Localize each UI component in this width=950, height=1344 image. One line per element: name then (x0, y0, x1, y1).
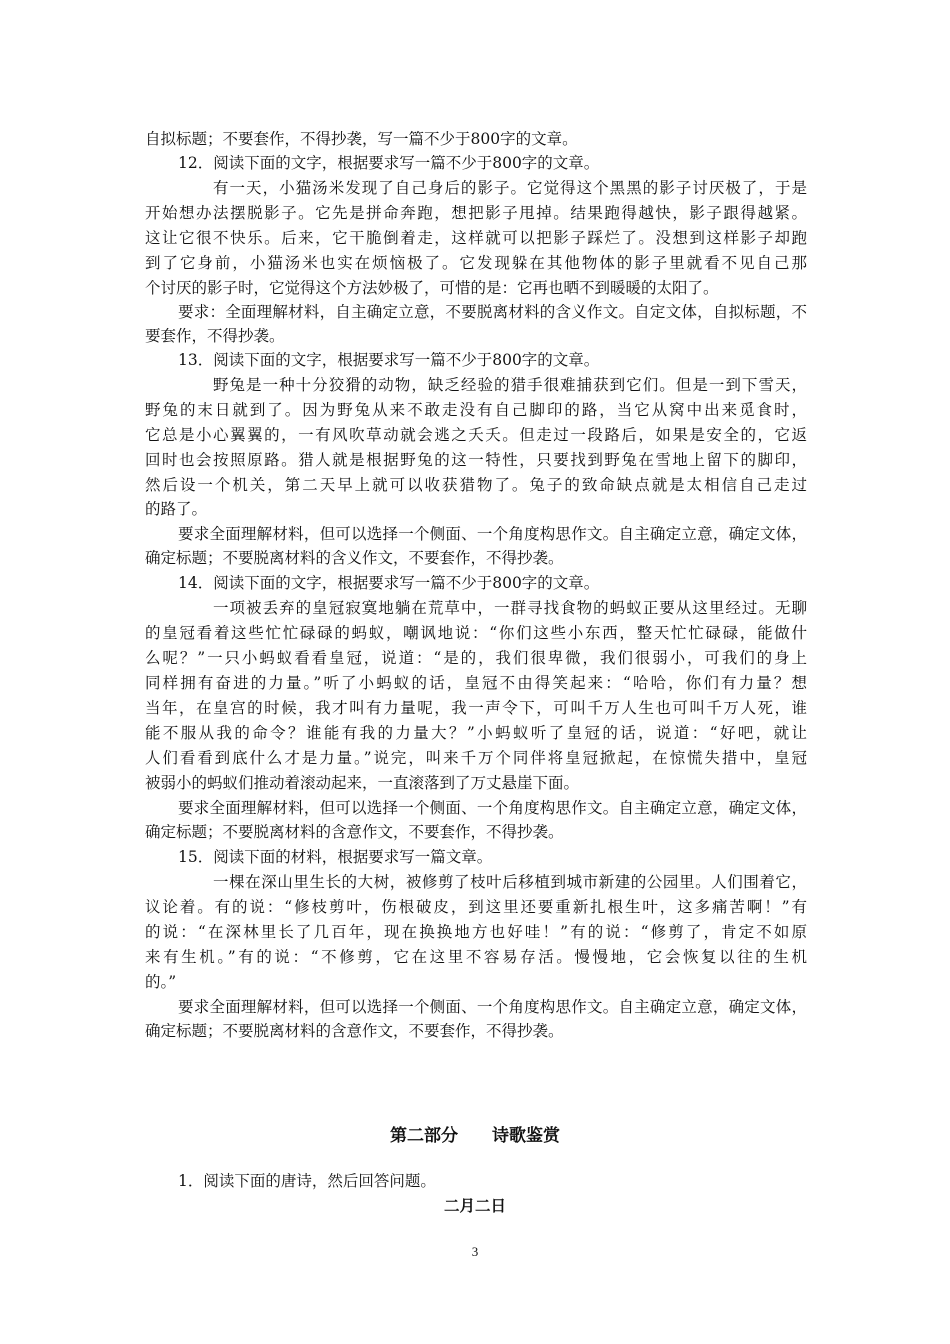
text-line: 确定标题；不要脱离材料的含意作文，不要套作，不得抄袭。 (145, 823, 564, 841)
requirement-line: 要求全面理解材料，但可以选择一个侧面、一个角度构思作文。自主确定立意，确定文体， (178, 799, 807, 817)
text-line: 这让它很不快乐。后来，它干脆倒着走，这样就可以把影子踩烂了。没想到这样影子却跑 (145, 229, 807, 247)
requirement-line: 要求：全面理解材料，自主确定立意，不要脱离材料的含义作文。自定文体，自拟标题，不 (178, 303, 807, 321)
question-14-prompt: 14．阅读下面的文字，根据要求写一篇不少于800字的文章。 (178, 574, 600, 592)
text-line: 确定标题；不要脱离材料的含义作文，不要套作，不得抄袭。 (145, 549, 564, 567)
text-line: 的说：“在深林里长了几百年，现在换换地方也好哇！”有的说：“修剪了，肯定不如原 (145, 923, 807, 941)
text-line: 开始想办法摆脱影子。它先是拼命奔跑，想把影子甩掉。结果跑得越快，影子跟得越紧。 (145, 204, 807, 222)
text-line: 议论着。有的说：“修枝剪叶，伤根破皮，到这里还要重新扎根生叶，这多痛苦啊！”有 (145, 898, 807, 916)
text-line: 个讨厌的影子时，它觉得这个方法妙极了，可惜的是：它再也晒不到暖暖的太阳了。 (145, 279, 719, 297)
text-line: 然后设一个机关，第二天早上就可以收获猎物了。兔子的致命缺点就是太相信自己走过 (145, 476, 807, 494)
text-line: 一项被丢弃的皇冠寂寞地躺在荒草中，一群寻找食物的蚂蚁正要从这里经过。无聊 (213, 599, 807, 617)
text-line: 来有生机。”有的说：“不修剪，它在这里不容易存活。慢慢地，它会恢复以往的生机 (145, 948, 807, 966)
question-12-prompt: 12．阅读下面的文字，根据要求写一篇不少于800字的文章。 (178, 154, 600, 172)
section-heading: 第二部分 诗歌鉴赏 (390, 1126, 560, 1146)
text-line: 野兔是一种十分狡猾的动物，缺乏经验的猎手很难捕获到它们。但是一到下雪天， (213, 376, 807, 394)
text-line: 要套作，不得抄袭。 (145, 327, 285, 345)
text-line: 野兔的末日就到了。因为野兔从来不敢走没有自己脚印的路，当它从窝中出来觅食时， (145, 401, 807, 419)
text-line: 能不服从我的命令？谁能有我的力量大？”小蚂蚁听了皇冠的话，说道：“好吧，就让 (145, 724, 807, 742)
text-line: 么呢？”一只小蚂蚁看看皇冠，说道：“是的，我们很卑微，我们很弱小，可我们的身上 (145, 649, 807, 667)
text-line: 的路了。 (145, 500, 208, 518)
text-line: 一棵在深山里生长的大树，被修剪了枝叶后移植到城市新建的公园里。人们围着它， (213, 873, 807, 891)
text-line: 的皇冠看着这些忙忙碌碌的蚂蚁，嘲讽地说：“你们这些小东西，整天忙忙碌碌，能做什 (145, 624, 807, 642)
text-line: 自拟标题；不要套作，不得抄袭，写一篇不少于800字的文章。 (145, 130, 578, 148)
poem-title: 二月二日 (443, 1197, 506, 1215)
text-line: 到了它身前，小猫汤米也实在烦恼极了。它发现躲在其他物体的影子里就看不见自己那 (145, 254, 807, 272)
question-1-prompt: 1．阅读下面的唐诗，然后回答问题。 (178, 1172, 436, 1190)
text-line: 人们看看到底什么才是力量。”说完，叫来千万个同伴将皇冠掀起，在惊慌失措中，皇冠 (145, 749, 807, 767)
text-line: 有一天，小猫汤米发现了自己身后的影子。它觉得这个黑黑的影子讨厌极了，于是 (213, 179, 807, 197)
requirement-line: 要求全面理解材料，但可以选择一个侧面、一个角度构思作文。自主确定立意，确定文体， (178, 525, 807, 543)
question-15-prompt: 15．阅读下面的材料，根据要求写一篇文章。 (178, 848, 493, 866)
page-number: 3 (471, 1244, 479, 1259)
requirement-line: 要求全面理解材料，但可以选择一个侧面、一个角度构思作文。自主确定立意，确定文体， (178, 998, 807, 1016)
text-line: 确定标题；不要脱离材料的含意作文，不要套作，不得抄袭。 (145, 1022, 564, 1040)
text-line: 当年，在皇宫的时候，我才叫有力量呢，我一声令下，可叫千万人生也可叫千万人死，谁 (145, 699, 807, 717)
text-line: 同样拥有奋进的力量。”听了小蚂蚁的话，皇冠不由得笑起来：“哈哈，你们有力量？想 (145, 674, 807, 692)
text-line: 的。” (145, 973, 177, 991)
question-13-prompt: 13．阅读下面的文字，根据要求写一篇不少于800字的文章。 (178, 351, 600, 369)
text-line: 回时也会按照原路。猎人就是根据野兔的这一特性，只要找到野兔在雪地上留下的脚印， (145, 451, 807, 469)
text-line: 被弱小的蚂蚁们推动着滚动起来，一直滚落到了万丈悬崖下面。 (145, 774, 580, 792)
text-line: 它总是小心翼翼的，一有风吹草动就会逃之夭夭。但走过一段路后，如果是安全的，它返 (145, 426, 807, 444)
